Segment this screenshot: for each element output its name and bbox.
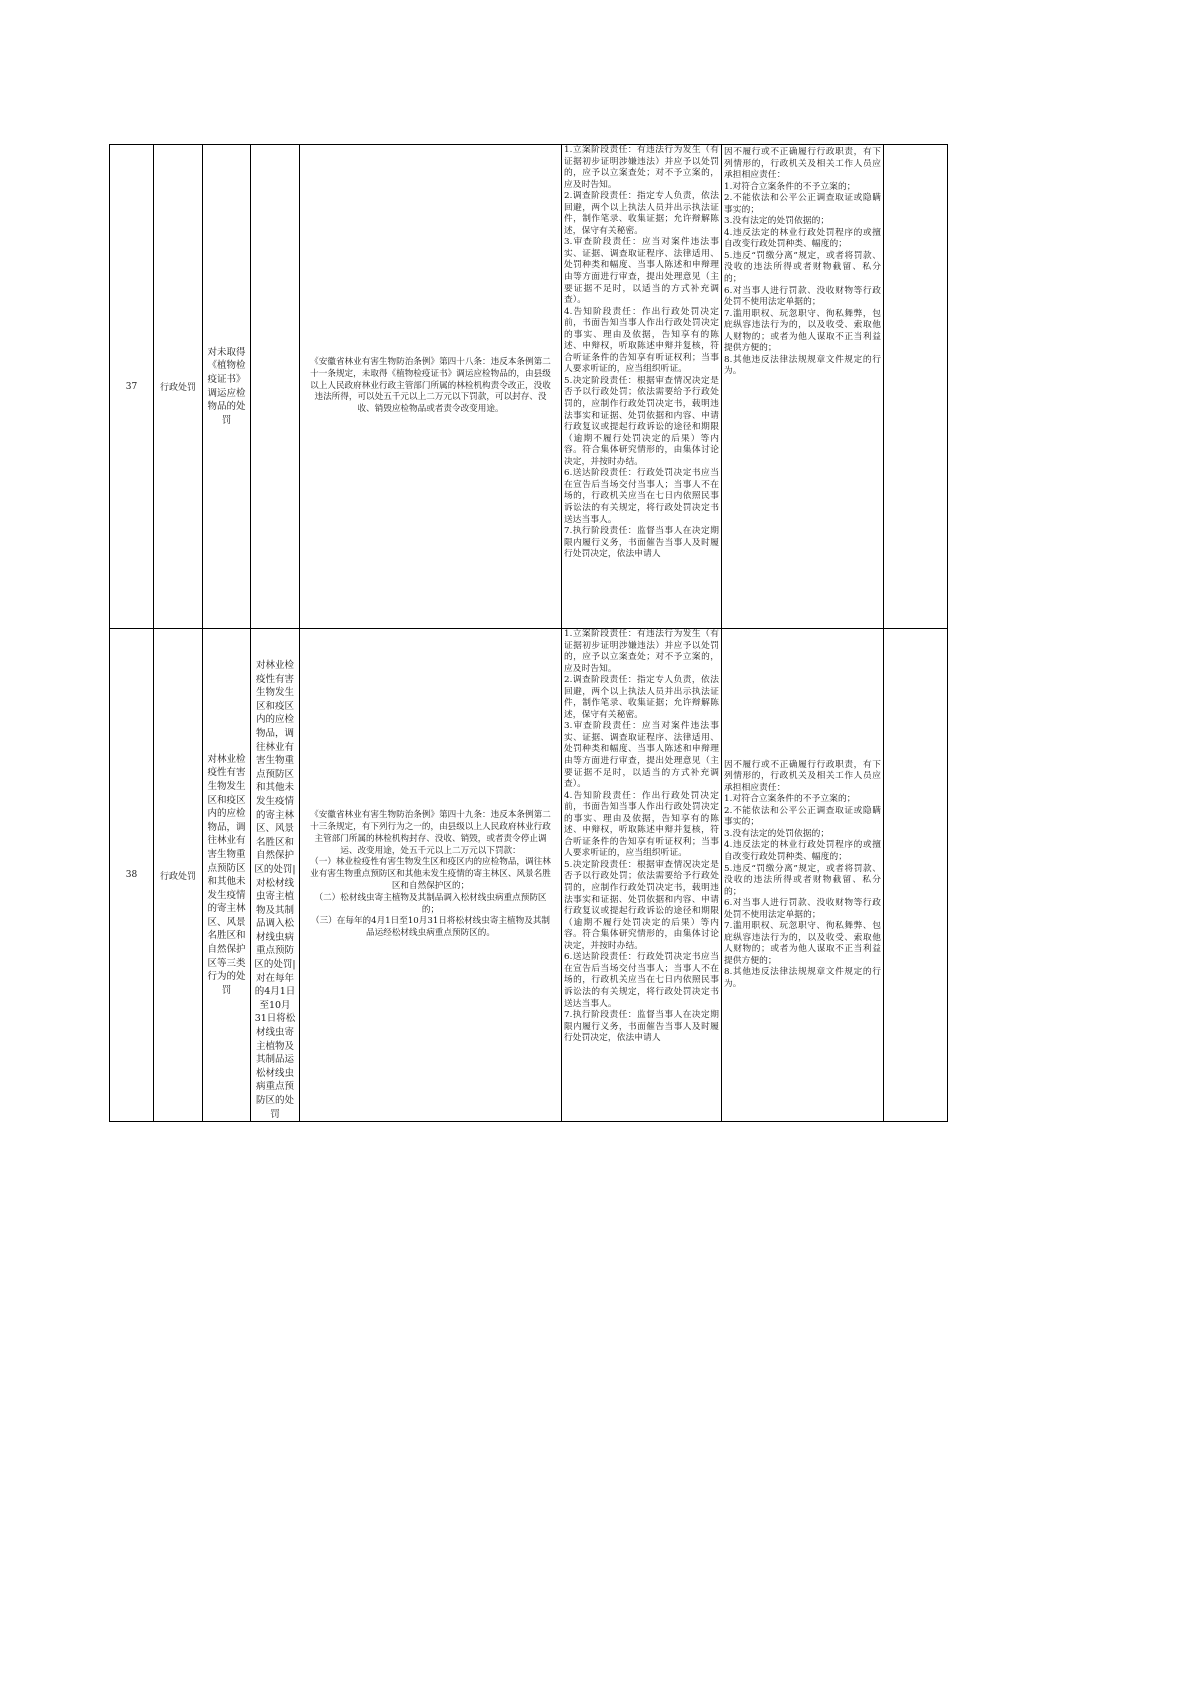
accountability-item: 8.其他违反法律法规规章文件规定的行为。 [724, 354, 881, 377]
accountability-item: 3.没有法定的处罚依据的； [724, 828, 830, 839]
duty-item: 1.立案阶段责任：有违法行为发生（有证据初步证明涉嫌违法）并应予以处罚的，应予以立案查处；对不予立案的，应及时告知。 [564, 145, 719, 190]
accountability-item: 2.不能依法和公平公正调查取证或隐瞒事实的； [724, 193, 881, 215]
duty-item: 7.执行阶段责任：监督当事人在决定期限内履行义务，书面催告当事人及时履行处罚决定，依法申请人 [564, 526, 719, 560]
remarks-cell [884, 629, 948, 1122]
power-category: 行政处罚 [154, 629, 203, 1122]
power-category: 行政处罚 [154, 145, 203, 629]
duty-item: 6.送达阶段责任：行政处罚决定书应当在宣告后当场交付当事人；当事人不在场的，行政机关应当在七日内依照民事诉讼法的有关规定，将行政处罚决定书送达当事人。 [564, 468, 719, 525]
duty-item: 1.立案阶段责任：有违法行为发生（有证据初步证明涉嫌违法）并应予以处罚的，应予以立案查处；对不予立案的，应及时告知。 [564, 629, 719, 674]
accountability-item: 4.违反法定的林业行政处罚程序的或擅自改变行政处罚种类、幅度的； [724, 227, 881, 250]
duty-item: 2.调查阶段责任：指定专人负责，依法回避，两个以上执法人员并出示执法证件，制作笔录、收集证据；允许辩解陈述，保守有关秘密。 [564, 191, 719, 236]
duty-item: 4.告知阶段责任：作出行政处罚决定前，书面告知当事人作出行政处罚决定的事实、理由及依据，告知享有的陈述、申辩权，听取陈述申辩并复核，符合听证条件的告知享有听证权利；当事人要求听证的，应当组织听证。 [564, 306, 719, 375]
powers-table [109, 144, 948, 1122]
accountability-item: 2.不能依法和公平公正调查取证或隐瞒事实的； [724, 805, 881, 828]
duty-item: 4.告知阶段责任：作出行政处罚决定前，书面告知当事人作出行政处罚决定的事实、理由及依据，告知享有的陈述、申辩权，听取陈述申辩并复核，符合听证条件的告知享有听证权利；当事人要求听证的，应当组织听证。 [564, 790, 719, 859]
table-row [110, 145, 948, 629]
duty-item: 3.审查阶段责任：应当对案件违法事实、证据、调查取证程序、法律适用、处罚种类和幅度、当事人陈述和申辩理由等方面进行审查，提出处理意见（主要证据不足时，以适当的方式补充调查）。 [564, 237, 719, 306]
duty-item: 7.执行阶段责任：监督当事人在决定期限内履行义务，书面催告当事人及时履行处罚决定，依法申请人 [564, 1010, 719, 1044]
accountability-item: 因不履行或不正确履行行政职责，有下列情形的，行政机关及相关工作人员应承担相应责任： [724, 759, 881, 793]
accountability-cell [722, 629, 884, 1122]
accountability-item: 1.对符合立案条件的不予立案的； [724, 794, 856, 805]
row-number: 37 [110, 145, 154, 629]
power-subitem [251, 145, 300, 629]
power-subitem-text: 对林业检疫性有害生物发生区和疫区内的应检物品，调往林业有害生物重点预防区和其他未发生疫情的寄主林区、风景名胜区和自然保护区的处罚|对松材线虫寄主植物及其制品调入松材线虫病重点预防区的处罚|对在每年的4月1日至10月31日将松材线虫寄主植物及其制品运松材线虫病重点预防区的处罚 [254, 660, 296, 1120]
duty-cell [562, 145, 722, 629]
accountability-item: 5.违反“罚缴分离”规定，或者将罚款、没收的违法所得或者财物截留、私分的； [724, 863, 881, 897]
legal-basis [300, 629, 562, 1122]
duty-item: 6.送达阶段责任：行政处罚决定书应当在宣告后当场交付当事人；当事人不在场的，行政机关应当在七日内依照民事诉讼法的有关规定，将行政处罚决定书送达当事人。 [564, 952, 719, 1009]
duty-item: 2.调查阶段责任：指定专人负责，依法回避，两个以上执法人员并出示执法证件，制作笔录、收集证据；允许辩解陈述，保守有关秘密。 [564, 675, 719, 720]
legal-basis-line: （三）在每年的4月1日至10月31日将松材线虫寄主植物及其制品运经松材线虫病重点预防区的。 [310, 916, 551, 939]
power-subitem [251, 629, 300, 1122]
accountability-cell [722, 145, 884, 629]
accountability-item: 6.对当事人进行罚款、没收财物等行政处罚不使用法定单据的； [724, 285, 881, 308]
row-number: 38 [110, 629, 154, 1122]
legal-basis-line: 《安徽省林业有害生物防治条例》第四十九条：违反本条例第二十三条规定，有下列行为之一的，由县级以上人民政府林业行政主管部门所属的林检机构封存、没收、销毁，或者责令停止调运、改变用途，处五千元以上二万元以下罚款： [310, 810, 551, 856]
accountability-item: 8.其他违反法律法规规章文件规定的行为。 [724, 967, 881, 990]
accountability-item: 4.违反法定的林业行政处罚程序的或擅自改变行政处罚种类、幅度的； [724, 840, 881, 862]
accountability-item: 3.没有法定的处罚依据的； [724, 216, 830, 227]
accountability-item: 因不履行或不正确履行行政职责，有下列情形的，行政机关及相关工作人员应承担相应责任： [724, 147, 881, 181]
power-item-name: 对林业检疫性有害生物发生区和疫区内的应检物品，调往林业有害生物重点预防区和其他未发生疫情的寄主林区、风景名胜区和自然保护区等三类行为的处罚 [203, 629, 251, 1122]
duty-item: 5.决定阶段责任：根据审查情况决定是否予以行政处罚；依法需要给予行政处罚的，应制作行政处罚决定书，载明违法事实和证据、处罚依据和内容、申请行政复议或提起行政诉讼的途径和期限（逾期不履行处罚决定的后果）等内容。符合集体研究情形的，由集体讨论决定，并按时办结。 [564, 375, 719, 467]
duty-item: 3.审查阶段责任：应当对案件违法事实、证据、调查取证程序、法律适用、处罚种类和幅度、当事人陈述和申辩理由等方面进行审查，提出处理意见（主要证据不足时，以适当的方式补充调查）。 [564, 721, 719, 790]
accountability-item: 7.滥用职权、玩忽职守、徇私舞弊，包庇纵容违法行为的，以及收受、索取他人财物的；或者为他人谋取不正当利益提供方便的； [724, 308, 881, 354]
legal-basis-line: （一）林业检疫性有害生物发生区和疫区内的应检物品，调往林业有害生物重点预防区和其他未发生疫情的寄主林区、风景名胜区和自然保护区的； [310, 857, 551, 891]
legal-basis-line: （二）松材线虫寄主植物及其制品调入松材线虫病重点预防区的； [314, 892, 547, 915]
power-item-name: 对未取得《植物检疫证书》调运应检物品的处罚 [203, 145, 251, 629]
accountability-item: 5.违反“罚缴分离”规定，或者将罚款、没收的违法所得或者财物截留、私分的； [724, 250, 881, 285]
legal-basis: 《安徽省林业有害生物防治条例》第四十八条：违反本条例第二十一条规定，未取得《植物检疫证书》调运应检物品的，由县级以上人民政府林业行政主管部门所属的林检机构责令改正，没收违法所得，可以处五千元以上二万元以下罚款，可以封存、没收、销毁应检物品或者责令改变用途。 [300, 145, 562, 629]
table-row [110, 629, 948, 1122]
accountability-item: 7.滥用职权、玩忽职守、徇私舞弊、包庇纵容违法行为的，以及收受、索取他人财物的；或者为他人谋取不正当利益提供方便的； [724, 921, 881, 966]
remarks-cell [884, 145, 948, 629]
accountability-item: 6.对当事人进行罚款、没收财物等行政处罚不使用法定单据的； [724, 898, 881, 920]
duty-item: 5.决定阶段责任：根据审查情况决定是否予以行政处罚；依法需要给予行政处罚的，应制作行政处罚决定书，载明违法事实和证据、处罚依据和内容、申请行政复议或提起行政诉讼的途径和期限（逾期不履行处罚决定的后果）等内容。符合集体研究情形的，由集体讨论决定，并按时办结。 [564, 859, 719, 951]
duty-cell [562, 629, 722, 1122]
accountability-item: 1.对符合立案条件的不予立案的； [724, 181, 856, 192]
